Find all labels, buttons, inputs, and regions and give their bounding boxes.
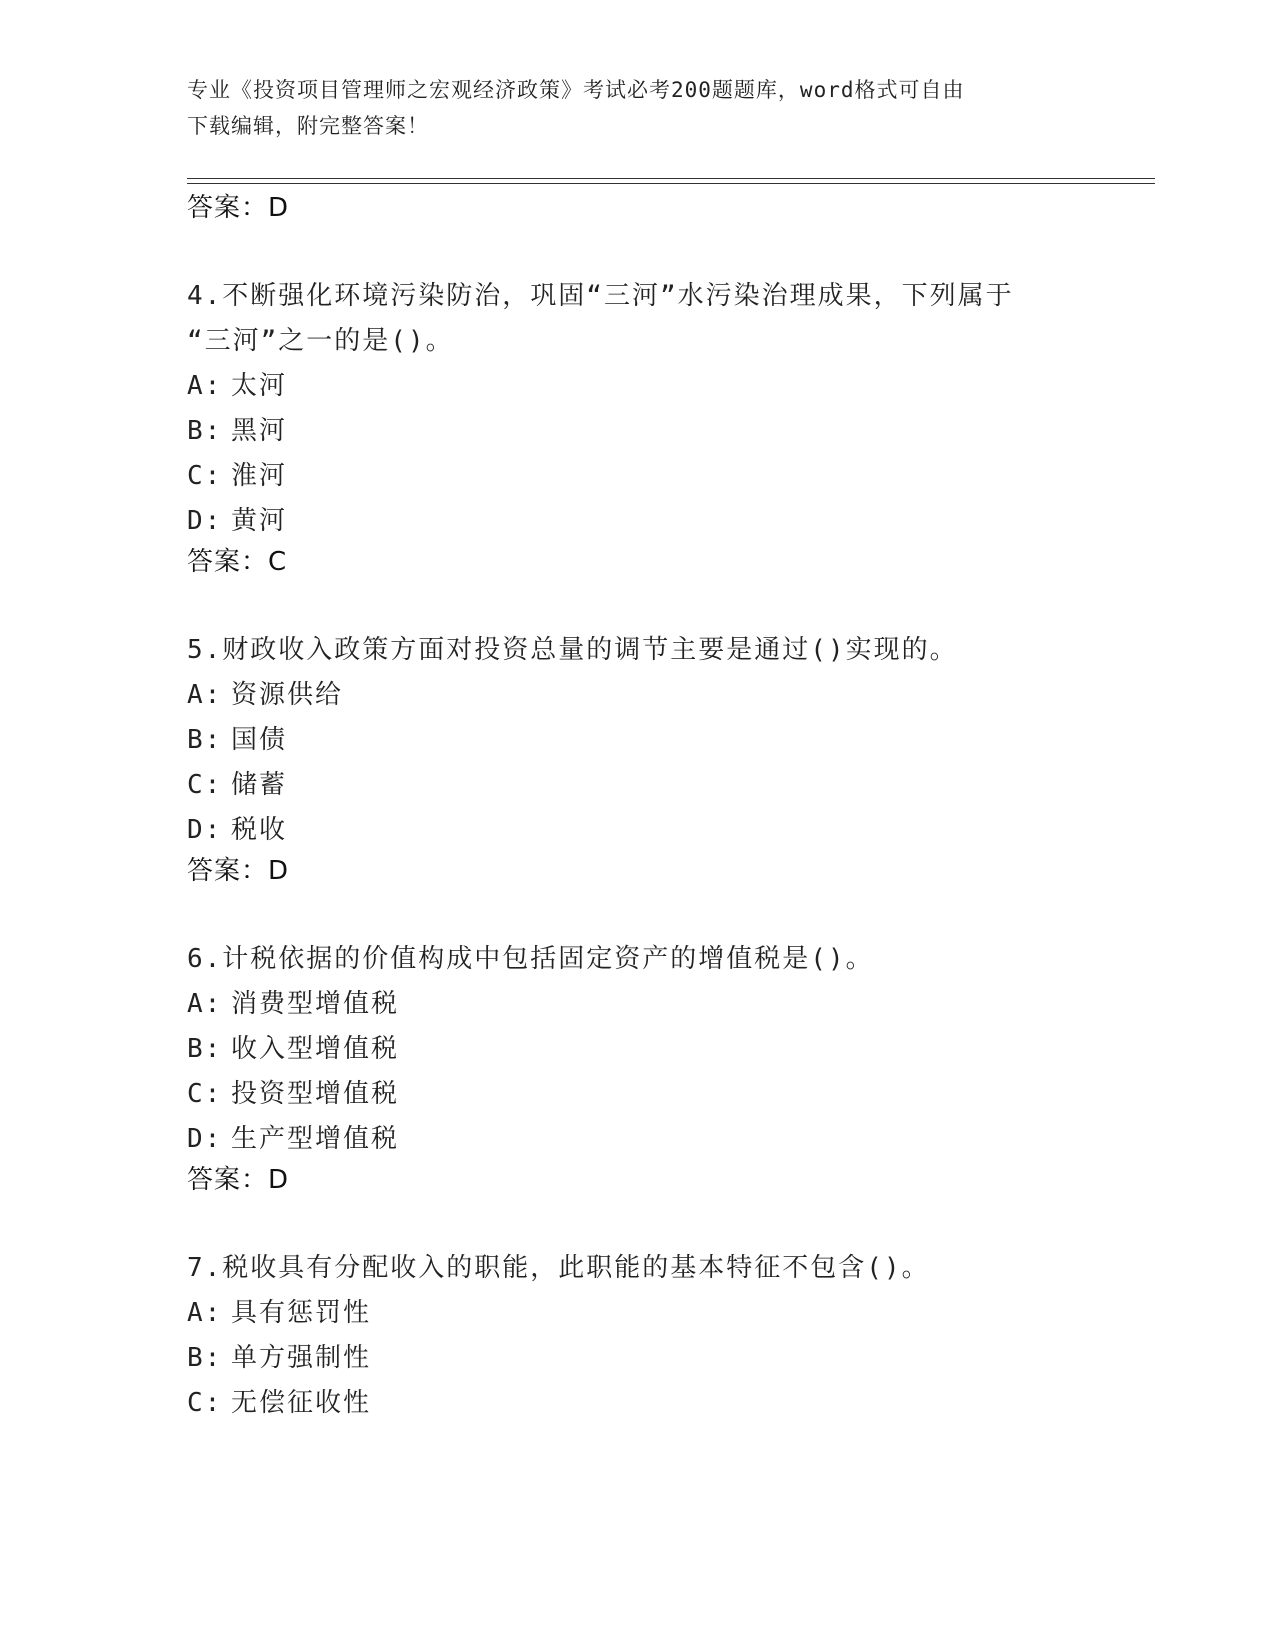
option-text: 太河	[231, 371, 288, 401]
option-letter: C:	[187, 461, 223, 491]
question-stem	[187, 1246, 1167, 1291]
answer-line: 答案：D	[187, 856, 290, 886]
option-letter: B:	[187, 1343, 223, 1373]
option-text: 国债	[231, 725, 288, 755]
option-c	[187, 1072, 1167, 1117]
option-letter: D:	[187, 815, 223, 845]
option-text: 生产型增值税	[231, 1124, 400, 1154]
option-letter: C:	[187, 1388, 223, 1418]
option-a	[187, 982, 1167, 1027]
question-7	[187, 1246, 1167, 1426]
option-text: 资源供给	[231, 680, 344, 710]
option-text: 投资型增值税	[231, 1079, 400, 1109]
question-stem	[187, 628, 1167, 673]
question-6	[187, 937, 1167, 1198]
option-c	[187, 454, 1167, 499]
option-text: 淮河	[231, 461, 288, 491]
question-5	[187, 628, 1167, 889]
option-letter: A:	[187, 1298, 223, 1328]
option-letter: C:	[187, 1079, 223, 1109]
question-4	[187, 274, 1167, 580]
option-text: 储蓄	[231, 770, 288, 800]
option-c	[187, 763, 1167, 808]
question-stem-line-2: “三河”之一的是()。	[187, 326, 454, 356]
option-text: 消费型增值税	[231, 989, 400, 1019]
header-line-2: 下载编辑，附完整答案！	[187, 114, 429, 138]
option-a	[187, 1291, 1167, 1336]
header-divider-bottom	[187, 183, 1155, 184]
option-text: 黄河	[231, 506, 288, 536]
question-stem	[187, 937, 1167, 982]
question-stem-line-1: 4.不断强化环境污染防治，巩固“三河”水污染治理成果，下列属于	[187, 281, 1014, 311]
option-letter: D:	[187, 506, 223, 536]
option-a	[187, 673, 1167, 718]
option-text: 无偿征收性	[231, 1388, 372, 1418]
option-letter: B:	[187, 416, 223, 446]
option-a	[187, 364, 1167, 409]
option-letter: D:	[187, 1124, 223, 1154]
option-text: 税收	[231, 815, 288, 845]
option-letter: A:	[187, 680, 223, 710]
question-stem-line-1: 5.财政收入政策方面对投资总量的调节主要是通过()实现的。	[187, 635, 958, 665]
option-b	[187, 1336, 1167, 1381]
header-line-1: 专业《投资项目管理师之宏观经济政策》考试必考200题题库，word格式可自由	[187, 78, 965, 102]
option-c	[187, 1381, 1167, 1426]
option-letter: B:	[187, 1034, 223, 1064]
option-text: 收入型增值税	[231, 1034, 400, 1064]
option-text: 黑河	[231, 416, 288, 446]
question-stem-line-1: 6.计税依据的价值构成中包括固定资产的增值税是()。	[187, 944, 874, 974]
question-stem-line-1: 7.税收具有分配收入的职能，此职能的基本特征不包含()。	[187, 1253, 930, 1283]
option-d	[187, 808, 1167, 853]
option-letter: A:	[187, 989, 223, 1019]
option-text: 单方强制性	[231, 1343, 372, 1373]
option-b	[187, 1027, 1167, 1072]
option-b	[187, 718, 1167, 763]
option-letter: B:	[187, 725, 223, 755]
answer-line: 答案：D	[187, 1165, 290, 1195]
option-d	[187, 499, 1167, 544]
question-stem	[187, 274, 1167, 364]
answer-line: 答案：C	[187, 547, 288, 577]
answer-line: 答案：D	[187, 193, 290, 223]
question-list	[187, 190, 1167, 1426]
option-letter: C:	[187, 770, 223, 800]
document-header	[187, 72, 1077, 144]
option-letter: A:	[187, 371, 223, 401]
option-text: 具有惩罚性	[231, 1298, 372, 1328]
option-b	[187, 409, 1167, 454]
option-d	[187, 1117, 1167, 1162]
header-divider-top	[187, 178, 1155, 179]
